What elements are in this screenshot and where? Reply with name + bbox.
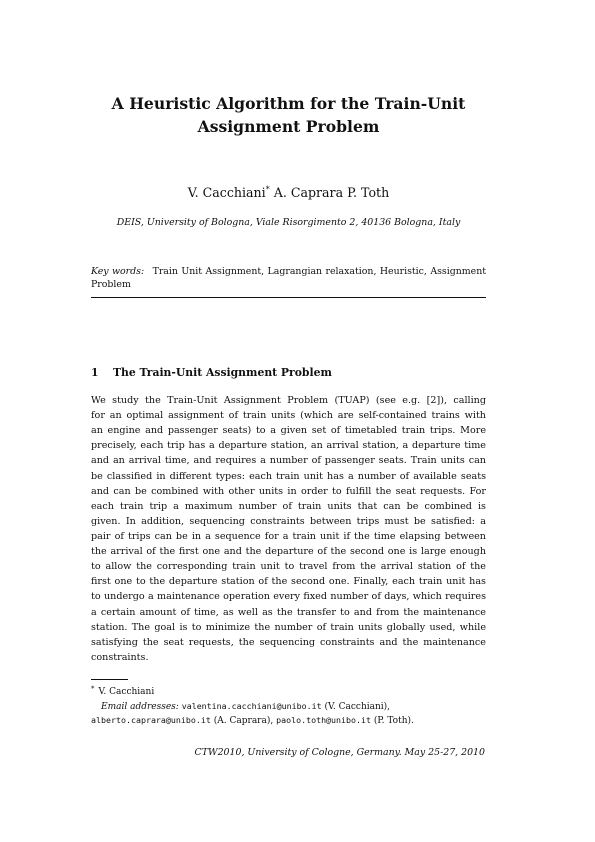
footnote-line-2 — [91, 700, 486, 715]
section-heading — [91, 366, 332, 380]
body-line: the arrival of the first one and the departure of the second one is large enough — [91, 546, 486, 558]
body-line: pair of trips can be in a sequence for a train unit if the time elapsing between — [91, 530, 486, 542]
body-line: and an arrival time, and requires a number of passenger seats. Train units can — [91, 455, 486, 467]
body-line: each train trip a maximum number of train units that can be combined is — [91, 500, 486, 512]
body-line: a certain amount of time, as well as the transfer to and from the maintenance — [91, 606, 486, 618]
author-2: A. Caprara — [273, 185, 344, 200]
email-owner-3: (P. Toth). — [373, 716, 414, 726]
footnote — [91, 683, 486, 729]
body-line: for an optimal assignment of train units (which are self-contained trains with — [91, 410, 486, 422]
keywords-label: Key words: — [91, 266, 145, 277]
body-line: satisfying the seat requests, the sequencing constraints and the maintenance — [91, 636, 486, 648]
title-line-2: Assignment Problem — [197, 117, 380, 136]
footnote-mark: * — [91, 685, 95, 693]
body-line: precisely, each trip has a departure station, an arrival station, a departure time — [91, 440, 486, 452]
body-line: given. In addition, sequencing constraints between trips must be satisfied: a — [91, 515, 486, 527]
email-link-3[interactable]: paolo.toth@unibo.it — [276, 715, 372, 725]
author-1: V. Cacchiani — [187, 185, 266, 200]
body-line: to undergo a maintenance operation every fixed number of days, which requires — [91, 591, 486, 603]
title-line-1: A Heuristic Algorithm for the Train-Unit — [111, 94, 466, 113]
abstract-divider — [91, 297, 486, 298]
keywords-text: Train Unit Assignment, Lagrangian relaxation, Heuristic, Assignment Problem — [91, 266, 486, 290]
author-list — [91, 181, 486, 202]
email-owner-2: (A. Caprara), — [213, 716, 274, 726]
section-title: The Train-Unit Assignment Problem — [113, 366, 332, 379]
section-body — [91, 393, 486, 665]
keywords — [91, 265, 486, 291]
footnote-line-1 — [91, 683, 486, 700]
footnote-name: V. Cacchiani — [98, 687, 155, 697]
body-line: an engine and passenger seats) to a given set of timetabled train trips. More — [91, 425, 486, 437]
body-line: station. The goal is to minimize the number of train units globally used, while — [91, 621, 486, 633]
email-owner-1: (V. Cacchiani), — [324, 701, 391, 712]
body-line: constraints. — [91, 651, 149, 663]
author-3: P. Toth — [347, 185, 390, 200]
section-number: 1 — [91, 366, 99, 379]
author-footnote-mark: * — [265, 185, 270, 194]
body-line: first one to the departure station of the second one. Finally, each train unit has — [91, 576, 486, 588]
paper-title — [91, 92, 486, 138]
email-link-2[interactable]: alberto.caprara@unibo.it — [91, 715, 211, 725]
body-line: be classified in different types: each train unit has a number of available seats — [91, 470, 486, 482]
body-line: to allow the corresponding train unit to travel from the arrival station of the — [91, 561, 486, 573]
venue-footer: CTW2010, University of Cologne, Germany. May 25-27, 2010 — [194, 747, 485, 758]
body-line: We study the Train-Unit Assignment Problem (TUAP) (see e.g. [2]), calling — [91, 395, 486, 406]
affiliation: DEIS, University of Bologna, Viale Risorgimento 2, 40136 Bologna, Italy — [116, 217, 461, 228]
email-link-1[interactable]: valentina.cacchiani@unibo.it — [181, 700, 322, 711]
email-label: Email addresses: — [101, 701, 179, 712]
footnote-line-3 — [91, 714, 486, 729]
body-line: and can be combined with other units in order to fulfill the seat requests. For — [91, 485, 486, 497]
footnote-divider — [91, 679, 128, 680]
